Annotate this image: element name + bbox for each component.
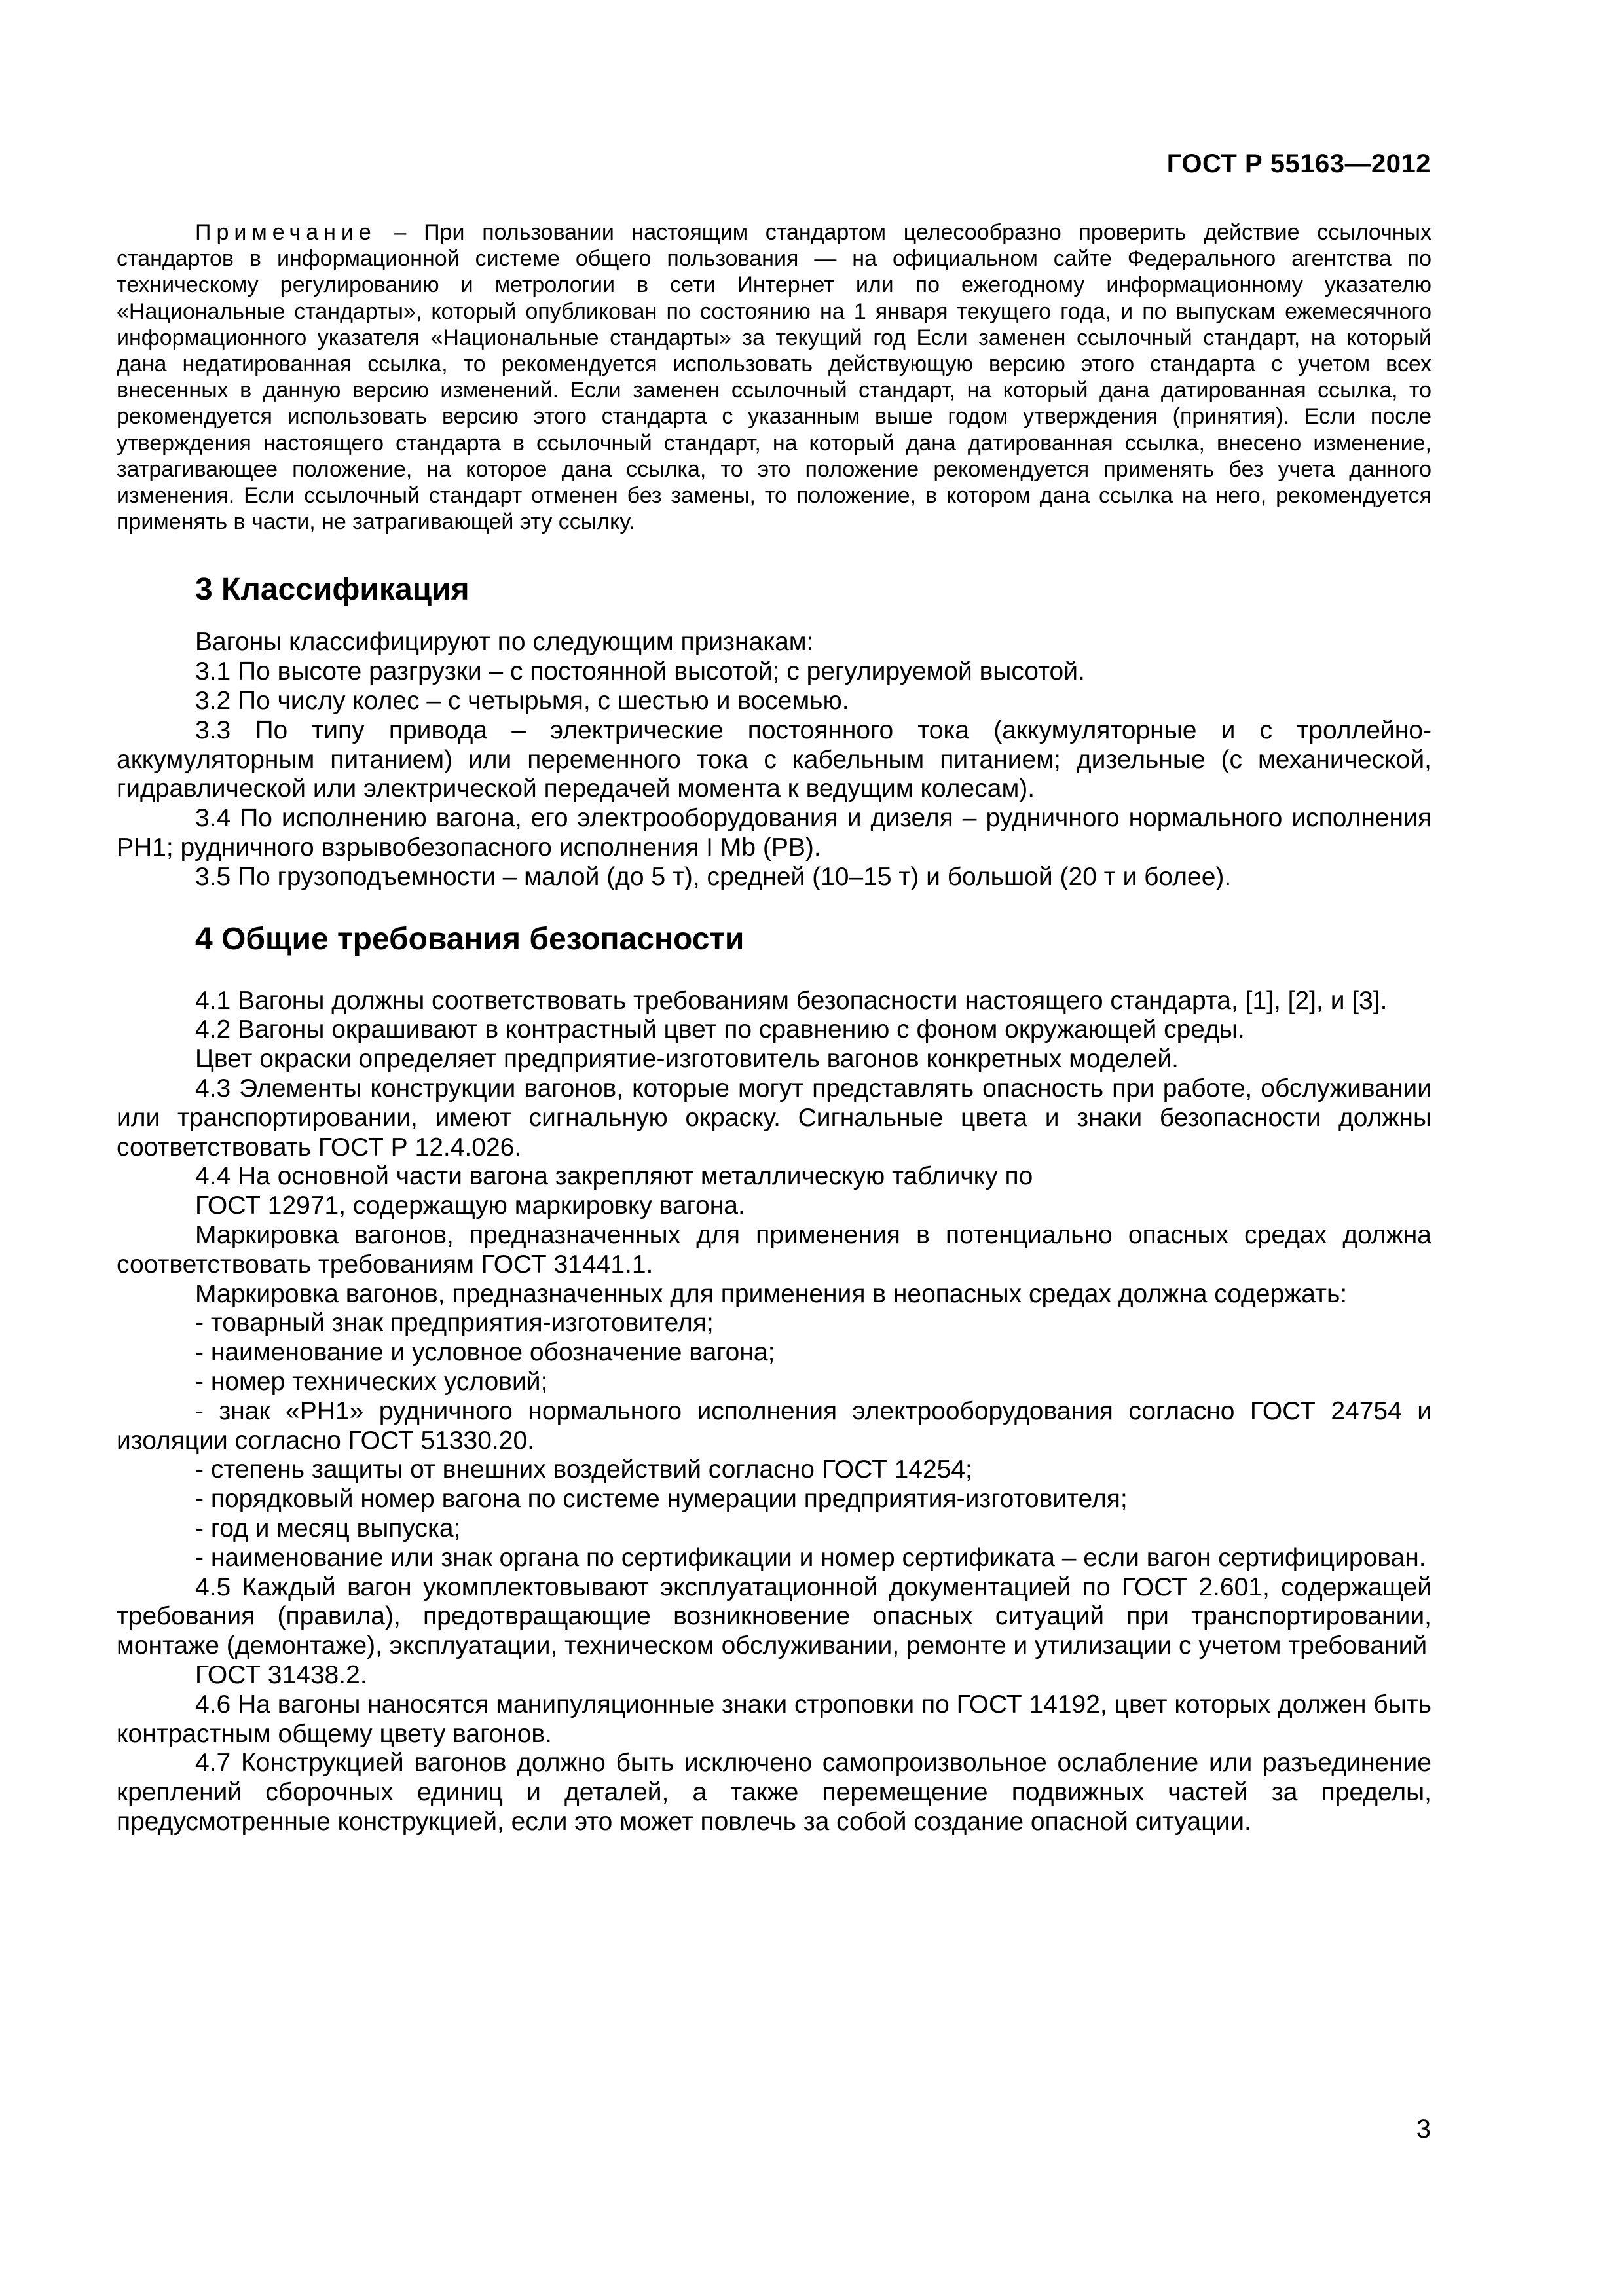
section-4-paragraph: 4.6 На вагоны наносятся манипуляционные знаки строповки по ГОСТ 14192, цвет которых должен быть контрастным общему цвету вагонов.	[117, 1690, 1431, 1748]
section-3-heading: 3 Классификация	[195, 572, 470, 608]
section-4-body	[117, 987, 1431, 1837]
section-3-paragraph: 3.2 По числу колес – с четырьмя, с шестью и восемью.	[195, 687, 849, 716]
section-4-paragraph: 4.4 На основной части вагона закрепляют металлическую табличку по	[195, 1162, 1033, 1191]
document-id-header: ГОСТ Р 55163—2012	[1166, 149, 1431, 178]
section-3-body	[117, 628, 1431, 892]
section-3-paragraph: 3.5 По грузоподъемности – малой (до 5 т), средней (10–15 т) и большой (20 т и более).	[195, 862, 1232, 891]
list-item: - наименование и условное обозначение вагона;	[195, 1338, 775, 1367]
list-item: - товарный знак предприятия-изготовителя;	[195, 1309, 714, 1338]
note-text: – При пользовании настоящим стандартом целесообразно проверить действие ссылочных стандартов в информационной системе общего пользования — на официальном сайте Федерального агентства по техническому регулированию и метрологии в сети Интернет или по ежегодному информационному указателю «Национальные стандарты», который опубликован по состоянию на 1 января текущего года, и по выпускам ежемесячного информационного указателя «Национальные стандарты» за текущий год Если заменен ссылочный стандарт, на который дана недатированная ссылка, то рекомендуется использовать действующую версию этого стандарта с учетом всех внесенных в данную версию изменений. Если заменен ссылочный стандарт, на который дана датированная ссылка, то рекомендуется использовать версию этого стандарта с указанным выше годом утверждения (принятия). Если после утверждения настоящего стандарта в ссылочный стандарт, на который дана датированная ссылка, внесено изменение, затрагивающее положение, на которое дана ссылка, то это положение рекомендуется применять без учета данного изменения. Если ссылочный стандарт отменен без замены, то положение, в котором дана ссылка на него, рекомендуется применять в части, не затрагивающей эту ссылку.	[117, 220, 1431, 535]
list-item: - номер технических условий;	[195, 1367, 548, 1396]
section-4-heading: 4 Общие требования безопасности	[195, 921, 745, 957]
section-4-paragraph: ГОСТ 31438.2.	[195, 1660, 367, 1689]
section-4-paragraph: Маркировка вагонов, предназначенных для применения в неопасных средах должна содержать:	[195, 1279, 1348, 1308]
section-3-paragraph: 3.3 По типу привода – электрические постоянного тока (аккумуляторные и с троллейно-аккумуляторным питанием) или переменного тока с кабельным питанием; дизельные (с механической, гидравлической или электрической передачей момента к ведущим колесам).	[117, 716, 1431, 803]
page-number: 3	[1416, 2115, 1431, 2143]
section-4-paragraph: 4.5 Каждый вагон укомплектовывают эксплуатационной документацией по ГОСТ 2.601, содержащей требования (правила), предотвращающие возникновение опасных ситуаций при транспортировании, монтаже (демонтаже), эксплуатации, техническом обслуживании, ремонте и утилизации с учетом требований	[117, 1573, 1431, 1660]
list-item: - степень защиты от внешних воздействий согласно ГОСТ 14254;	[195, 1455, 972, 1484]
note-label: Примечание	[195, 220, 377, 245]
section-4-paragraph: ГОСТ 12971, содержащую маркировку вагона.	[195, 1192, 745, 1220]
list-item: - порядковый номер вагона по системе нумерации предприятия-изготовителя;	[195, 1485, 1128, 1514]
list-item: - год и месяц выпуска;	[195, 1514, 461, 1542]
note-paragraph	[117, 219, 1431, 535]
section-4-paragraph: Цвет окраски определяет предприятие-изготовитель вагонов конкретных моделей.	[195, 1045, 1179, 1074]
section-3-paragraph: 3.1 По высоте разгрузки – с постоянной высотой; с регулируемой высотой.	[195, 657, 1085, 686]
section-4-paragraph: 4.3 Элементы конструкции вагонов, которые могут представлять опасность при работе, обслуживании или транспортировании, имеют сигнальную окраску. Сигнальные цвета и знаки безопасности должны соответствовать ГОСТ Р 12.4.026.	[117, 1074, 1431, 1161]
section-4-paragraph: 4.1 Вагоны должны соответствовать требованиям безопасности настоящего стандарта, [1], [2], и [3].	[195, 986, 1388, 1015]
list-item: - наименование или знак органа по сертификации и номер сертификата – если вагон сертифицирован.	[195, 1543, 1426, 1572]
section-3-paragraph: Вагоны классифицируют по следующим признакам:	[195, 628, 814, 657]
section-4-paragraph: 4.7 Конструкцией вагонов должно быть исключено самопроизвольное ослабление или разъединение креплений сборочных единиц и деталей, а также перемещение подвижных частей за пределы, предусмотренные конструкцией, если это может повлечь за собой создание опасной ситуации.	[117, 1749, 1431, 1836]
list-item: - знак «РН1» рудничного нормального исполнения электрооборудования согласно ГОСТ 24754 и изоляции согласно ГОСТ 51330.20.	[117, 1396, 1431, 1455]
section-3-paragraph: 3.4 По исполнению вагона, его электрооборудования и дизеля – рудничного нормального исполнения РН1; рудничного взрывобезопасного исполнения I Mb (РВ).	[117, 804, 1431, 862]
section-4-paragraph: Маркировка вагонов, предназначенных для применения в потенциально опасных средах должна соответствовать требованиям ГОСТ 31441.1.	[117, 1220, 1431, 1279]
page-content	[117, 219, 1431, 1837]
section-4-paragraph: 4.2 Вагоны окрашивают в контрастный цвет по сравнению с фоном окружающей среды.	[195, 1015, 1245, 1044]
